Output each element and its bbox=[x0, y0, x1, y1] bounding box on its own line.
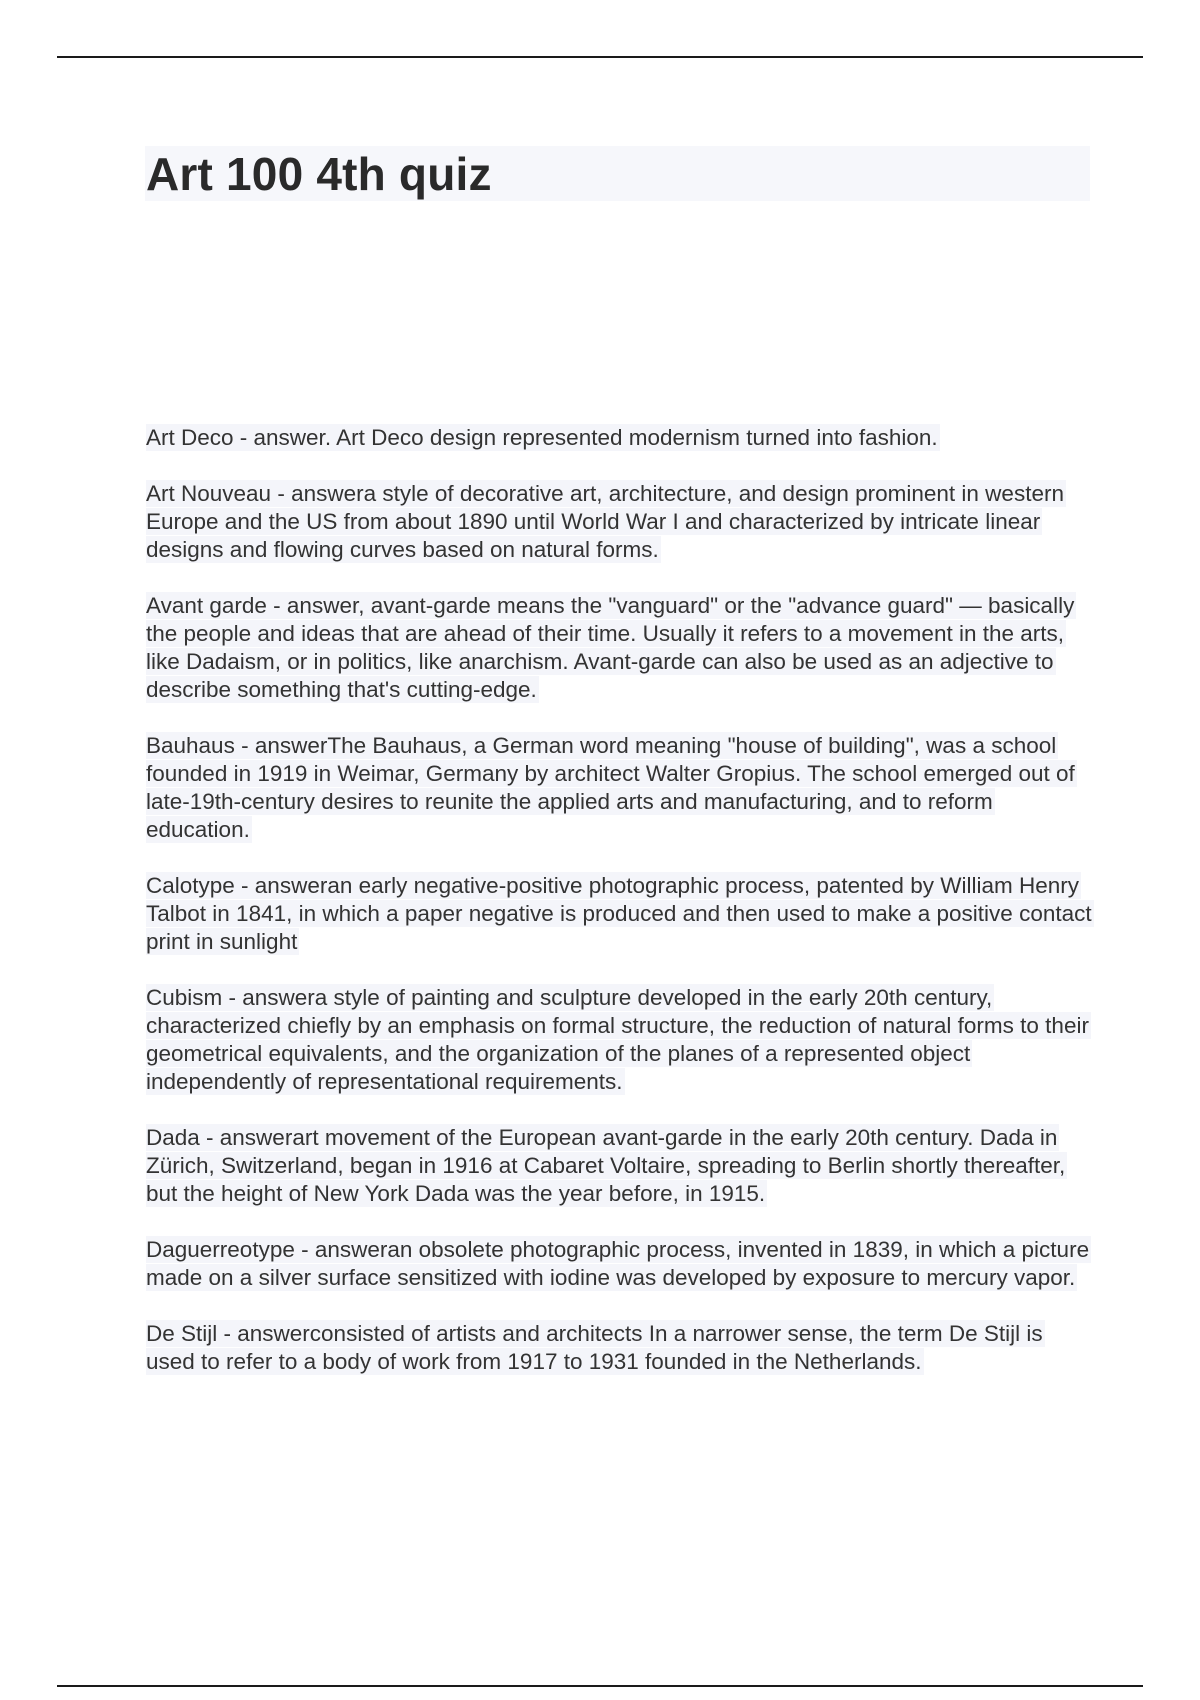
entry-art-deco bbox=[146, 424, 1096, 452]
bottom-rule bbox=[57, 1685, 1143, 1687]
quiz-entries bbox=[146, 424, 1096, 1404]
page-title: Art 100 4th quiz bbox=[146, 148, 492, 200]
entry-text: Dada - answerart movement of the European avant-garde in the early 20th century. Dada in Zürich, Switzerland, began in 1916 at Cabaret Voltaire, spreading to Berlin shortly thereafter, but the height of New York Dada was the year before, in 1915. bbox=[146, 1125, 1066, 1206]
entry-text: Art Deco - answer. Art Deco design represented modernism turned into fashion. bbox=[146, 425, 938, 450]
entry-text: Avant garde - answer, avant-garde means the "vanguard" or the "advance guard" — basically the people and ideas that are ahead of their time. Usually it refers to a movement in the arts, like Dadaism, or in politics, like anarchism. Avant-garde can also be used as an adjective to describe something that's cutting-edge. bbox=[146, 593, 1075, 702]
entry-daguerreotype bbox=[146, 1236, 1096, 1292]
entry-text: De Stijl - answerconsisted of artists and architects In a narrower sense, the term De Stijl is used to refer to a body of work from 1917 to 1931 founded in the Netherlands. bbox=[146, 1321, 1043, 1374]
entry-calotype bbox=[146, 872, 1096, 956]
entry-text: Calotype - answeran early negative-positive photographic process, patented by William Henry Talbot in 1841, in which a paper negative is produced and then used to make a positive contact print in sunlight bbox=[146, 873, 1092, 954]
entry-text: Daguerreotype - answeran obsolete photographic process, invented in 1839, in which a picture made on a silver surface sensitized with iodine was developed by exposure to mercury vapor. bbox=[146, 1237, 1090, 1290]
entry-bauhaus bbox=[146, 732, 1096, 844]
entry-cubism bbox=[146, 984, 1096, 1096]
entry-text: Cubism - answera style of painting and sculpture developed in the early 20th century, characterized chiefly by an emphasis on formal structure, the reduction of natural forms to their geometrical equivalents, and the organization of the planes of a represented object independently of representational requirements. bbox=[146, 985, 1089, 1094]
entry-art-nouveau bbox=[146, 480, 1096, 564]
entry-avant-garde bbox=[146, 592, 1096, 704]
top-rule bbox=[57, 56, 1143, 58]
entry-text: Bauhaus - answerThe Bauhaus, a German word meaning "house of building", was a school founded in 1919 in Weimar, Germany by architect Walter Gropius. The school emerged out of late-19th-century desires to reunite the applied arts and manufacturing, and to reform education. bbox=[146, 733, 1075, 842]
entry-de-stijl bbox=[146, 1320, 1096, 1376]
entry-text: Art Nouveau - answera style of decorative art, architecture, and design prominent in western Europe and the US from about 1890 until World War I and characterized by intricate linear designs and flowing curves based on natural forms. bbox=[146, 481, 1064, 562]
entry-dada bbox=[146, 1124, 1096, 1208]
